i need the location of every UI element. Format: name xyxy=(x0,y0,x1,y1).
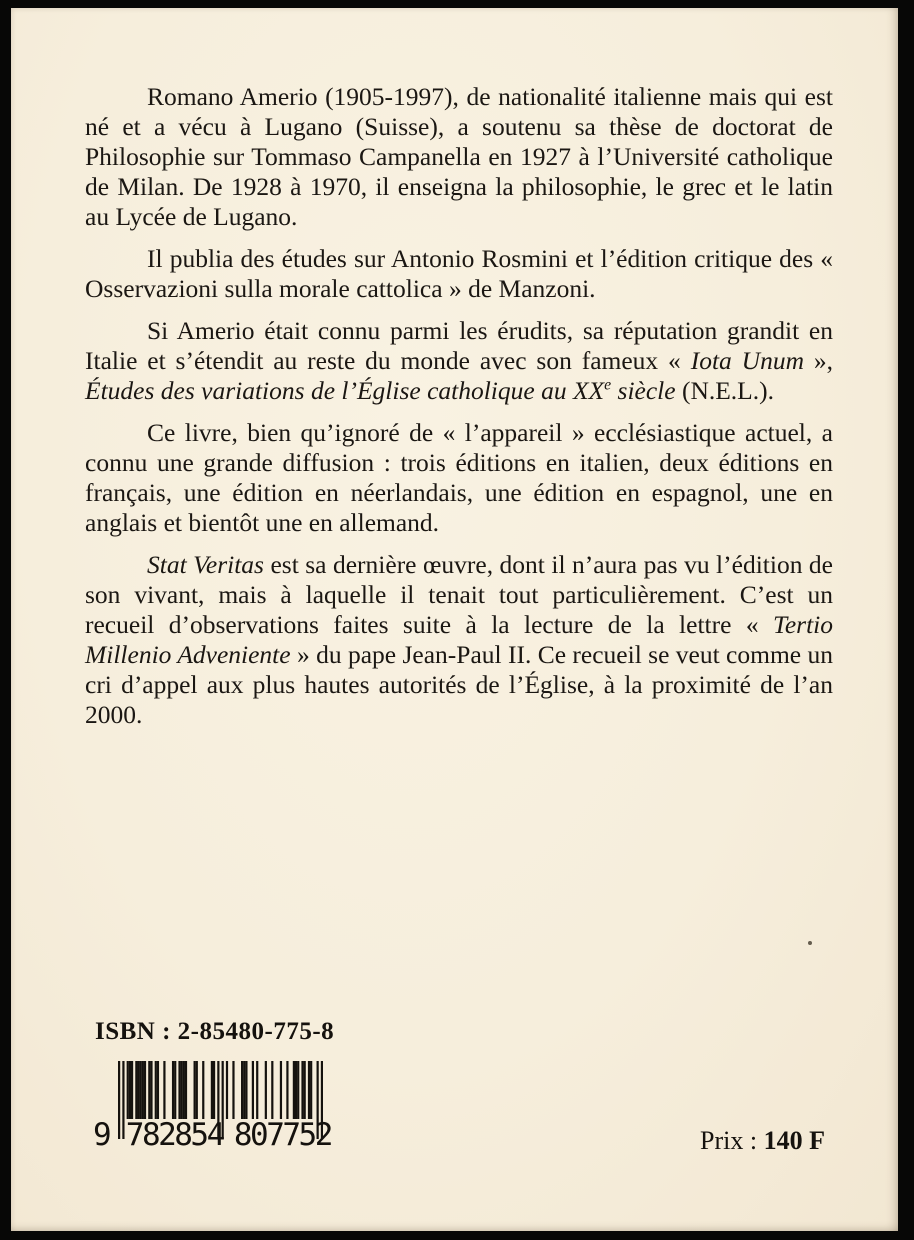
back-cover-text xyxy=(85,82,833,730)
paragraph-editions: Ce livre, bien qu’ignoré de « l’appareil » ecclésiastique actuel, a connu une grande diffusion : trois éditions en italien, deux éditions en français, une édition en néerlandais, une édition en espagnol, une en anglais et bientôt une en allemand. xyxy=(85,418,833,537)
paragraph-biography: Romano Amerio (1905-1997), de nationalité italienne mais qui est né et a vécu à Lugano (Suisse), a soutenu sa thèse de doctorat de Philosophie sur Tommaso Campanella en 1927 à l’Université catholique de Milan. De 1928 à 1970, il enseigna la philosophie, le grec et le latin au Lycée de Lugano. xyxy=(85,82,833,231)
barcode-digits-right: 807752 xyxy=(233,1117,331,1153)
barcode-digits xyxy=(93,1117,333,1153)
book-back-cover xyxy=(11,8,898,1231)
paragraph-stat-veritas: Stat Veritas est sa dernière œuvre, dont il n’aura pas vu l’édition de son vivant, mais à laquelle il tenait tout particulièrement. C’est un recueil d’observations faites suite à la lecture de la lettre « Tertio Millenio Adveniente » du pape Jean-Paul II. Ce recueil se veut comme un cri d’appel aux plus hautes autorités de l’Église, à la proximité de l’an 2000. xyxy=(85,550,833,729)
scan-speck xyxy=(808,941,812,945)
paragraph-iota-unum: Si Amerio était connu parmi les érudits, sa réputation grandit en Italie et s’étendit au reste du monde avec son fameux « Iota Unum », Études des variations de l’Église catholique au XXe siècle (N.E.L.). xyxy=(85,316,834,405)
barcode-digits-left: 782854 xyxy=(125,1117,223,1153)
barcode-digit-first: 9 xyxy=(93,1117,110,1153)
price-line xyxy=(700,1126,825,1156)
price-value: 140 F xyxy=(763,1126,825,1155)
isbn-label: ISBN : 2-85480-775-8 xyxy=(95,1018,335,1045)
price-label: Prix : xyxy=(700,1126,764,1155)
ean13-barcode xyxy=(93,1061,333,1161)
paragraph-studies: Il publia des études sur Antonio Rosmini et l’édition critique des « Osservazioni sulla morale cattolica » de Manzoni. xyxy=(85,244,833,303)
